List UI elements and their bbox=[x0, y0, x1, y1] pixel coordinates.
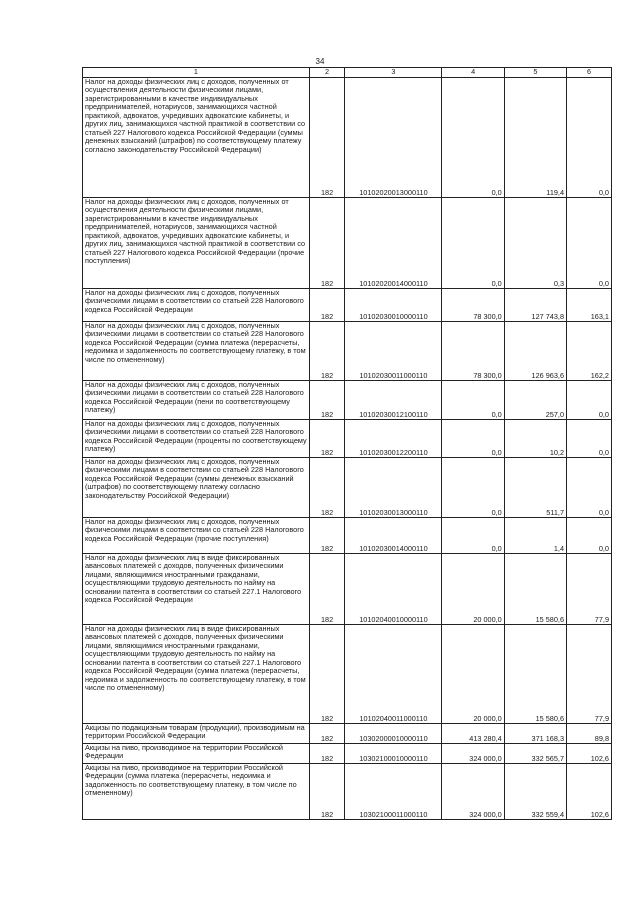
income-description: Акцизы по подакцизным товарам (продукции), производимым на территории Российской Федерации bbox=[83, 724, 310, 744]
budget-classification-code: 10102030013000110 bbox=[345, 458, 442, 518]
execution-percent: 102,6 bbox=[567, 744, 612, 764]
income-description: Налог на доходы физических лиц с доходов, полученных от осуществления деятельности физическими лицами, зарегистрированными в качестве индивидуальных предпринимателей, нотариусов, занимающихся частной практикой, адвокатов, учредивших адвокатские кабинеты, и других лиц, занимающихся частной практикой в соответствии со статьей 227 Налогового кодекса Российской Федерации (суммы денежных взысканий (штрафов) по соответствующему платежу согласно законодательству Российской Федерации) bbox=[83, 78, 310, 198]
income-description: Акцизы на пиво, производимое на территории Российской Федерации bbox=[83, 744, 310, 764]
actual-amount: 332 565,7 bbox=[504, 744, 566, 764]
admin-code: 182 bbox=[309, 322, 345, 381]
actual-amount: 127 743,8 bbox=[504, 289, 566, 322]
admin-code: 182 bbox=[309, 554, 345, 625]
column-header-6: 6 bbox=[567, 68, 612, 78]
admin-code: 182 bbox=[309, 381, 345, 420]
column-header-5: 5 bbox=[504, 68, 566, 78]
plan-amount: 324 000,0 bbox=[442, 744, 504, 764]
admin-code: 182 bbox=[309, 78, 345, 198]
actual-amount: 119,4 bbox=[504, 78, 566, 198]
table-row bbox=[83, 724, 612, 744]
table-row bbox=[83, 744, 612, 764]
income-description: Налог на доходы физических лиц с доходов, полученных физическими лицами в соответствии со статьей 228 Налогового кодекса Российской Федерации (пени по соответствующему платежу) bbox=[83, 381, 310, 420]
admin-code: 182 bbox=[309, 289, 345, 322]
execution-percent: 0,0 bbox=[567, 198, 612, 289]
plan-amount: 20 000,0 bbox=[442, 554, 504, 625]
table-row bbox=[83, 381, 612, 420]
table-row bbox=[83, 78, 612, 198]
table-row bbox=[83, 518, 612, 554]
column-header-2: 2 bbox=[309, 68, 345, 78]
execution-percent: 77,9 bbox=[567, 625, 612, 724]
column-header-3: 3 bbox=[345, 68, 442, 78]
budget-classification-code: 10302100011000110 bbox=[345, 764, 442, 820]
column-header-1: 1 bbox=[83, 68, 310, 78]
actual-amount: 332 559,4 bbox=[504, 764, 566, 820]
table-row bbox=[83, 625, 612, 724]
income-description: Налог на доходы физических лиц с доходов, полученных физическими лицами в соответствии со статьей 228 Налогового кодекса Российской Федерации (сумма платежа (перерасчеты, недоимка и задолженность по соответствующему платежу, в том числе по отмененному) bbox=[83, 322, 310, 381]
actual-amount: 15 580,6 bbox=[504, 554, 566, 625]
income-description: Налог на доходы физических лиц с доходов, полученных от осуществления деятельности физическими лицами, зарегистрированными в качестве индивидуальных предпринимателей, нотариусов, занимающихся частной практикой, адвокатов, учредивших адвокатские кабинеты, и других лиц, занимающихся частной практикой в соответствии со статьей 227 Налогового кодекса Российской Федерации (прочие поступления) bbox=[83, 198, 310, 289]
budget-classification-code: 10102030012200110 bbox=[345, 420, 442, 458]
income-description: Налог на доходы физических лиц с доходов, полученных физическими лицами в соответствии со статьей 228 Налогового кодекса Российской Федерации (проценты по соответствующему платежу) bbox=[83, 420, 310, 458]
actual-amount: 0,3 bbox=[504, 198, 566, 289]
budget-classification-code: 10102030014000110 bbox=[345, 518, 442, 554]
plan-amount: 0,0 bbox=[442, 518, 504, 554]
budget-classification-code: 10102040010000110 bbox=[345, 554, 442, 625]
plan-amount: 78 300,0 bbox=[442, 289, 504, 322]
plan-amount: 324 000,0 bbox=[442, 764, 504, 820]
budget-classification-code: 10102020014000110 bbox=[345, 198, 442, 289]
table-row bbox=[83, 554, 612, 625]
admin-code: 182 bbox=[309, 420, 345, 458]
actual-amount: 257,0 bbox=[504, 381, 566, 420]
table-row bbox=[83, 458, 612, 518]
income-description: Налог на доходы физических лиц с доходов, полученных физическими лицами в соответствии со статьей 228 Налогового кодекса Российской Федерации bbox=[83, 289, 310, 322]
admin-code: 182 bbox=[309, 198, 345, 289]
execution-percent: 163,1 bbox=[567, 289, 612, 322]
actual-amount: 10,2 bbox=[504, 420, 566, 458]
table-row bbox=[83, 198, 612, 289]
admin-code: 182 bbox=[309, 724, 345, 744]
plan-amount: 0,0 bbox=[442, 381, 504, 420]
header-row bbox=[83, 68, 612, 78]
plan-amount: 0,0 bbox=[442, 78, 504, 198]
plan-amount: 78 300,0 bbox=[442, 322, 504, 381]
actual-amount: 1,4 bbox=[504, 518, 566, 554]
budget-classification-code: 10302100010000110 bbox=[345, 744, 442, 764]
plan-amount: 0,0 bbox=[442, 458, 504, 518]
execution-percent: 0,0 bbox=[567, 381, 612, 420]
execution-percent: 162,2 bbox=[567, 322, 612, 381]
plan-amount: 20 000,0 bbox=[442, 625, 504, 724]
income-description: Налог на доходы физических лиц в виде фиксированных авансовых платежей с доходов, полученных физическими лицами, являющимися иностранными гражданами, осуществляющими трудовую деятельность по найму на основании патента в соответствии со статьей 227.1 Налогового кодекса Российской Федерации bbox=[83, 554, 310, 625]
column-header-4: 4 bbox=[442, 68, 504, 78]
execution-percent: 0,0 bbox=[567, 458, 612, 518]
execution-percent: 0,0 bbox=[567, 420, 612, 458]
admin-code: 182 bbox=[309, 518, 345, 554]
actual-amount: 15 580,6 bbox=[504, 625, 566, 724]
execution-percent: 0,0 bbox=[567, 78, 612, 198]
page-number: 34 bbox=[315, 57, 325, 66]
budget-classification-code: 10102020013000110 bbox=[345, 78, 442, 198]
budget-classification-code: 10302000010000110 bbox=[345, 724, 442, 744]
table-row bbox=[83, 322, 612, 381]
revenue-table bbox=[82, 67, 612, 820]
execution-percent: 102,6 bbox=[567, 764, 612, 820]
budget-classification-code: 10102030011000110 bbox=[345, 322, 442, 381]
income-description: Налог на доходы физических лиц с доходов, полученных физическими лицами в соответствии со статьей 228 Налогового кодекса Российской Федерации (суммы денежных взысканий (штрафов) по соответствующему платежу согласно законодательству Российской Федерации) bbox=[83, 458, 310, 518]
execution-percent: 89,8 bbox=[567, 724, 612, 744]
table-row bbox=[83, 289, 612, 322]
table-row bbox=[83, 420, 612, 458]
admin-code: 182 bbox=[309, 744, 345, 764]
income-description: Налог на доходы физических лиц в виде фиксированных авансовых платежей с доходов, полученных физическими лицами, являющимися иностранными гражданами, осуществляющими трудовую деятельность по найму на основании патента в соответствии со статьей 227.1 Налогового кодекса Российской Федерации (сумма платежа (перерасчеты, недоимка и задолженность по соответствующему платежу, в том числе по отмененному) bbox=[83, 625, 310, 724]
execution-percent: 0,0 bbox=[567, 518, 612, 554]
execution-percent: 77,9 bbox=[567, 554, 612, 625]
admin-code: 182 bbox=[309, 764, 345, 820]
plan-amount: 0,0 bbox=[442, 198, 504, 289]
actual-amount: 126 963,6 bbox=[504, 322, 566, 381]
plan-amount: 413 280,4 bbox=[442, 724, 504, 744]
table-row bbox=[83, 764, 612, 820]
income-description: Акцизы на пиво, производимое на территории Российской Федерации (сумма платежа (перерасчеты, недоимка и задолженность по соответствующему платежу, в том числе по отмененному) bbox=[83, 764, 310, 820]
admin-code: 182 bbox=[309, 625, 345, 724]
budget-classification-code: 10102030012100110 bbox=[345, 381, 442, 420]
income-description: Налог на доходы физических лиц с доходов, полученных физическими лицами в соответствии со статьей 228 Налогового кодекса Российской Федерации (прочие поступления) bbox=[83, 518, 310, 554]
budget-classification-code: 10102030010000110 bbox=[345, 289, 442, 322]
actual-amount: 371 168,3 bbox=[504, 724, 566, 744]
actual-amount: 511,7 bbox=[504, 458, 566, 518]
budget-classification-code: 10102040011000110 bbox=[345, 625, 442, 724]
plan-amount: 0,0 bbox=[442, 420, 504, 458]
admin-code: 182 bbox=[309, 458, 345, 518]
